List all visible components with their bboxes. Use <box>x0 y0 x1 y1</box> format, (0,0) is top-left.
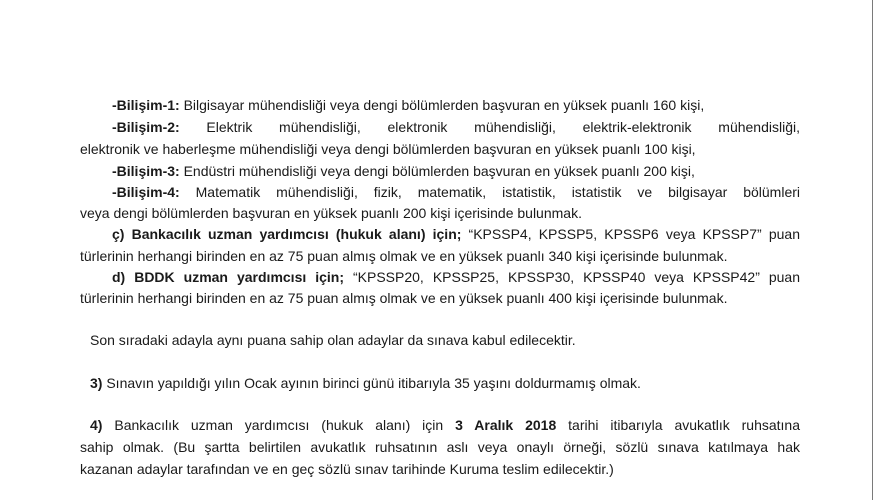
item-4-text-b: tarihi itibarıyla avukatlık ruhsatına <box>556 417 800 433</box>
bilisim-1-line <box>80 94 800 116</box>
bilisim-1-label: -Bilişim-1: <box>112 97 180 113</box>
bilisim-4-line-1 <box>80 181 800 203</box>
bilisim-3-text: Endüstri mühendisliği veya dengi bölümlerden başvuran en yüksek puanlı 200 kişi, <box>179 163 695 179</box>
bilisim-2-text-1: Elektrik mühendisliği, elektronik mühendisliği, elektrik-elektronik mühendisliği, <box>179 119 800 135</box>
item-c-text-2: türlerinin herhangi birinden en az 75 puan almış olmak ve en yüksek puanlı 340 kişi içerisinde bulunmak. <box>80 248 728 264</box>
item-c-label: ç) Bankacılık uzman yardımcısı (hukuk alanı) için; <box>112 226 462 242</box>
item-d-line-2 <box>80 287 800 309</box>
item-4-text-3: kazanan adaylar tarafından ve en geç sözlü sınav tarihinde Kuruma teslim edilecektir.) <box>80 461 614 477</box>
item-3-line <box>80 372 800 394</box>
item-d-text-2: türlerinin herhangi birinden en az 75 puan almış olmak ve en yüksek puanlı 400 kişi içerisinde bulunmak. <box>80 290 728 306</box>
bilisim-3-label: -Bilişim-3: <box>112 163 180 179</box>
page-right-border <box>872 0 873 500</box>
item-4-line-3 <box>80 458 800 480</box>
tie-note <box>80 329 800 351</box>
tie-note-text: Son sıradaki adayla aynı puana sahip olan adaylar da sınava kabul edilecektir. <box>90 332 576 348</box>
item-d-text-1: “KPSSP20, KPSSP25, KPSSP30, KPSSP40 veya KPSSP42” puan <box>344 269 800 285</box>
item-4-line-2 <box>80 436 800 458</box>
bilisim-3-line <box>80 160 800 182</box>
bilisim-2-text-2: elektronik ve haberleşme mühendisliği veya dengi bölümlerden başvuran en yüksek puanlı 100 kişi, <box>80 141 696 157</box>
item-c-text-1: “KPSSP4, KPSSP5, KPSSP6 veya KPSSP7” puan <box>461 226 800 242</box>
bilisim-1-text: Bilgisayar mühendisliği veya dengi bölümlerden başvuran en yüksek puanlı 160 kişi, <box>179 97 705 113</box>
bilisim-4-line-2 <box>80 202 800 224</box>
bilisim-2-line-1 <box>80 116 800 138</box>
bilisim-2-line-2 <box>80 138 800 160</box>
item-d-line-1 <box>80 266 800 288</box>
bilisim-4-text-1: Matematik mühendisliği, fizik, matematik, istatistik, istatistik ve bilgisayar bölümleri <box>179 184 800 200</box>
item-d-label: d) BDDK uzman yardımcısı için; <box>112 269 345 285</box>
item-3-label: 3) <box>90 375 103 391</box>
item-4-line-1 <box>80 414 800 436</box>
item-c-line-2 <box>80 245 800 267</box>
item-4-label: 4) <box>90 417 103 433</box>
item-c-line-1 <box>80 223 800 245</box>
bilisim-4-text-2: veya dengi bölümlerden başvuran en yüksek puanlı 200 kişi içerisinde bulunmak. <box>80 205 582 221</box>
bilisim-4-label: -Bilişim-4: <box>112 184 180 200</box>
item-4-text-a: Bankacılık uzman yardımcısı (hukuk alanı) için <box>102 417 456 433</box>
item-4-date: 3 Aralık 2018 <box>455 417 557 433</box>
bilisim-2-label: -Bilişim-2: <box>112 119 180 135</box>
item-4-text-2: sahip olmak. (Bu şartta belirtilen avukatlık ruhsatının aslı veya onaylı örneği, sözlü sınava katılmaya hak <box>80 439 800 455</box>
item-3-text: Sınavın yapıldığı yılın Ocak ayının birinci günü itibarıyla 35 yaşını doldurmamış olmak. <box>102 375 641 391</box>
